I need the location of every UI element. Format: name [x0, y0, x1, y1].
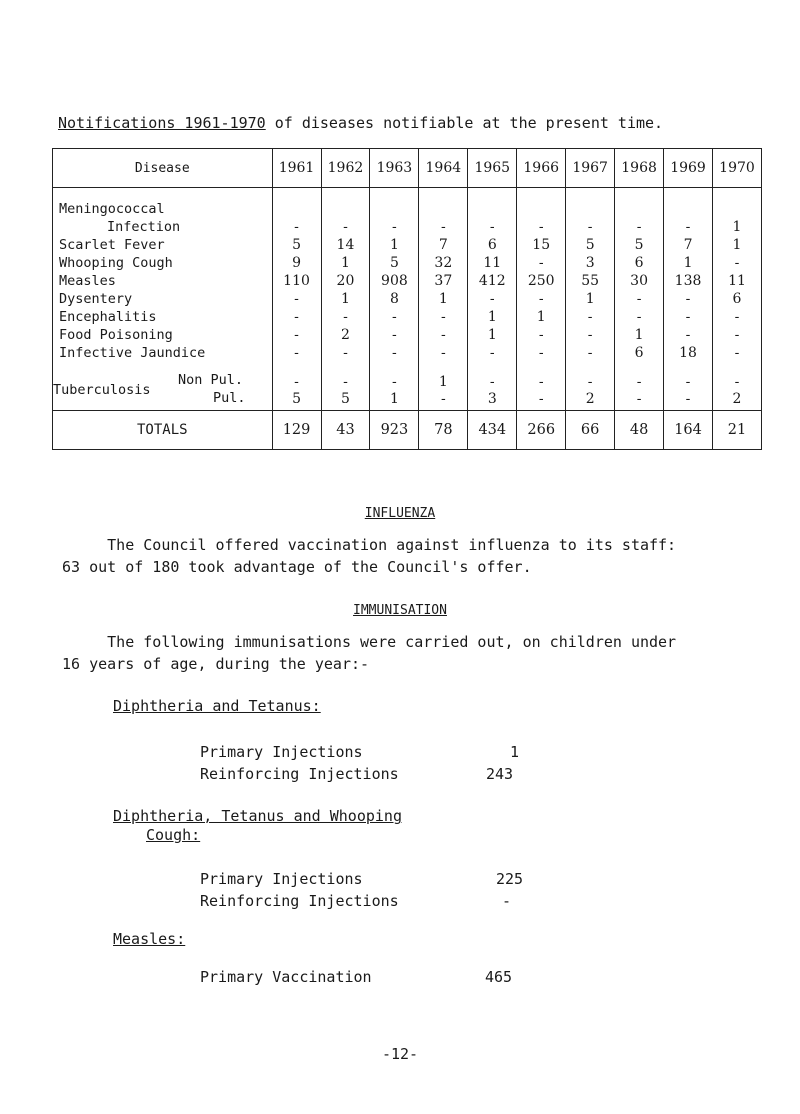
total-value: 21	[713, 411, 762, 450]
cell-value: -	[272, 218, 321, 236]
cell-value: -	[272, 344, 321, 362]
table-row	[53, 254, 762, 272]
cell-value: 1	[370, 236, 419, 254]
cell-value: -	[713, 344, 762, 362]
cell-value: 5	[370, 254, 419, 272]
immunisation-item-value: 243	[486, 765, 514, 783]
disease-name: Infective Jaundice	[53, 344, 273, 362]
table-row	[53, 344, 762, 362]
tuberculosis-label-cell	[53, 374, 273, 411]
cell-value: 1	[713, 236, 762, 254]
cell-value: -	[664, 326, 713, 344]
empty-cell	[272, 362, 321, 374]
cell-value: -	[272, 290, 321, 308]
totals-label: TOTALS	[53, 411, 273, 450]
total-value: 78	[419, 411, 468, 450]
cell-value: -	[615, 218, 664, 236]
immunisation-item-label: Primary Injections	[200, 743, 363, 761]
cell-value: -	[321, 374, 370, 391]
empty-cell	[419, 362, 468, 374]
disease-name: Food Poisoning	[53, 326, 273, 344]
cell-value: -	[321, 344, 370, 362]
cell-value: 6	[615, 344, 664, 362]
empty-cell	[468, 200, 517, 218]
cell-value: -	[370, 374, 419, 391]
cell-value: -	[664, 391, 713, 411]
disease-name: Meningococcal	[53, 200, 273, 218]
cell-value: 3	[468, 391, 517, 411]
total-value: 48	[615, 411, 664, 450]
cell-value: -	[419, 391, 468, 411]
empty-cell	[664, 200, 713, 218]
immunisation-title: IMMUNISATION	[353, 603, 447, 618]
cell-value: 8	[370, 290, 419, 308]
totals-row	[53, 411, 762, 450]
disease-name: Encephalitis	[53, 308, 273, 326]
cell-value: 9	[272, 254, 321, 272]
cell-value: 2	[321, 326, 370, 344]
cell-value: 1	[468, 326, 517, 344]
cell-value: 1	[468, 308, 517, 326]
cell-value: 1	[419, 374, 468, 391]
cell-value: -	[664, 218, 713, 236]
immunisation-item-value: 465	[485, 968, 513, 986]
cell-value: -	[566, 218, 615, 236]
disease-name: Scarlet Fever	[53, 236, 273, 254]
empty-cell	[370, 362, 419, 374]
table-row	[53, 236, 762, 254]
cell-value: 11	[713, 272, 762, 290]
cell-value: 55	[566, 272, 615, 290]
total-value: 43	[321, 411, 370, 450]
cell-value: 6	[615, 254, 664, 272]
cell-value: -	[517, 326, 566, 344]
year-header: 1967	[566, 149, 615, 188]
cell-value: 7	[419, 236, 468, 254]
cell-value: -	[517, 374, 566, 391]
empty-cell	[664, 362, 713, 374]
empty-cell	[566, 362, 615, 374]
table-row	[53, 308, 762, 326]
cell-value: -	[419, 344, 468, 362]
section-heading: Measles:	[113, 930, 186, 948]
cell-value: 5	[566, 236, 615, 254]
total-value: 923	[370, 411, 419, 450]
cell-value: 14	[321, 236, 370, 254]
cell-value: 2	[713, 391, 762, 411]
immunisation-item-value: 225	[496, 870, 524, 888]
total-value: 129	[272, 411, 321, 450]
heading-underlined: Notifications 1961-1970	[58, 114, 266, 132]
cell-value: -	[615, 308, 664, 326]
cell-value: 1	[321, 290, 370, 308]
cell-value: -	[370, 326, 419, 344]
empty-cell	[321, 200, 370, 218]
cell-value: -	[272, 326, 321, 344]
empty-cell	[468, 362, 517, 374]
cell-value: -	[566, 308, 615, 326]
spacer-row	[53, 188, 762, 201]
disease-name: Dysentery	[53, 290, 273, 308]
cell-value: 5	[321, 391, 370, 411]
cell-value: -	[615, 290, 664, 308]
immunisation-item-value: -	[502, 892, 512, 910]
cell-value: 37	[419, 272, 468, 290]
cell-value: 250	[517, 272, 566, 290]
cell-value: 908	[370, 272, 419, 290]
cell-value: 1	[713, 218, 762, 236]
immunisation-item-label: Reinforcing Injections	[200, 765, 399, 783]
cell-value: 110	[272, 272, 321, 290]
cell-value: -	[713, 308, 762, 326]
cell-value: -	[517, 391, 566, 411]
cell-value: -	[566, 326, 615, 344]
disease-name: Whooping Cough	[53, 254, 273, 272]
cell-value: 20	[321, 272, 370, 290]
cell-value: 15	[517, 236, 566, 254]
empty-cell	[517, 200, 566, 218]
cell-value: -	[321, 308, 370, 326]
page-heading	[58, 114, 663, 132]
empty-cell	[517, 362, 566, 374]
cell-value: 1	[664, 254, 713, 272]
empty-cell	[321, 362, 370, 374]
year-header: 1962	[321, 149, 370, 188]
cell-value: -	[468, 344, 517, 362]
table-row	[53, 326, 762, 344]
immunisation-line-2: 16 years of age, during the year:-	[62, 655, 370, 673]
cell-value: -	[517, 254, 566, 272]
cell-value: 5	[272, 391, 321, 411]
cell-value: 138	[664, 272, 713, 290]
empty-cell	[272, 200, 321, 218]
tuberculosis-sub-pul: Pul.	[213, 390, 246, 406]
header-row	[53, 149, 762, 188]
cell-value: -	[272, 374, 321, 391]
empty-cell	[615, 362, 664, 374]
cell-value: 1	[321, 254, 370, 272]
year-header: 1965	[468, 149, 517, 188]
cell-value: -	[517, 290, 566, 308]
year-header: 1964	[419, 149, 468, 188]
cell-value: 30	[615, 272, 664, 290]
cell-value: -	[664, 374, 713, 391]
influenza-line-1: The Council offered vaccination against influenza to its staff:	[62, 536, 677, 554]
cell-value: 412	[468, 272, 517, 290]
cell-value: -	[272, 308, 321, 326]
tuberculosis-sub-non-pul: Non Pul.	[178, 372, 244, 388]
cell-value: 3	[566, 254, 615, 272]
cell-value: -	[517, 344, 566, 362]
cell-value: 18	[664, 344, 713, 362]
cell-value: -	[370, 308, 419, 326]
influenza-title: INFLUENZA	[364, 506, 436, 521]
year-header: 1961	[272, 149, 321, 188]
cell-value: 6	[468, 236, 517, 254]
cell-value: 1	[370, 391, 419, 411]
section-heading: Diphtheria, Tetanus and Whooping	[113, 807, 402, 825]
total-value: 164	[664, 411, 713, 450]
total-value: 66	[566, 411, 615, 450]
spacer-row	[53, 362, 762, 374]
table-row-tuberculosis-non-pul	[53, 374, 762, 391]
disease-name: Infection	[53, 218, 273, 236]
empty-cell	[370, 200, 419, 218]
cell-value: -	[419, 326, 468, 344]
cell-value: -	[370, 218, 419, 236]
empty-cell	[615, 200, 664, 218]
page-number: -12-	[381, 1045, 419, 1063]
table-row	[53, 218, 762, 236]
cell-value: 1	[419, 290, 468, 308]
immunisation-item-label: Primary Injections	[200, 870, 363, 888]
cell-value: 5	[272, 236, 321, 254]
cell-value: -	[713, 254, 762, 272]
cell-value: -	[468, 290, 517, 308]
year-header: 1963	[370, 149, 419, 188]
cell-value: -	[713, 374, 762, 391]
total-value: 434	[468, 411, 517, 450]
cell-value: -	[566, 344, 615, 362]
cell-value: -	[664, 290, 713, 308]
empty-cell	[713, 362, 762, 374]
tuberculosis-name: Tuberculosis	[53, 382, 151, 398]
section-heading: Diphtheria and Tetanus:	[113, 697, 321, 715]
cell-value: 6	[713, 290, 762, 308]
cell-value: -	[615, 391, 664, 411]
cell-value: 1	[517, 308, 566, 326]
immunisation-item-value: 1	[510, 743, 520, 761]
cell-value: -	[566, 374, 615, 391]
cell-value: 1	[566, 290, 615, 308]
cell-value: -	[517, 218, 566, 236]
table-row-label-line	[53, 200, 762, 218]
influenza-line-2: 63 out of 180 took advantage of the Council's offer.	[62, 558, 532, 576]
cell-value: -	[468, 374, 517, 391]
cell-value: -	[615, 374, 664, 391]
cell-value: -	[468, 218, 517, 236]
cell-value: 11	[468, 254, 517, 272]
empty-cell	[566, 200, 615, 218]
immunisation-item-label: Reinforcing Injections	[200, 892, 399, 910]
heading-rest: of diseases notifiable at the present time.	[265, 114, 664, 132]
notifications-table	[52, 148, 762, 450]
cell-value: -	[370, 344, 419, 362]
cell-value: -	[664, 308, 713, 326]
immunisation-line-1: The following immunisations were carried out, on children under	[62, 633, 677, 651]
disease-name: Measles	[53, 272, 273, 290]
cell-value: -	[321, 218, 370, 236]
cell-value: -	[713, 326, 762, 344]
section-heading-line-2: Cough:	[146, 826, 201, 844]
empty-cell	[419, 200, 468, 218]
total-value: 266	[517, 411, 566, 450]
cell-value: 2	[566, 391, 615, 411]
year-header: 1968	[615, 149, 664, 188]
cell-value: 1	[615, 326, 664, 344]
cell-value: 32	[419, 254, 468, 272]
cell-value: 5	[615, 236, 664, 254]
disease-header: Disease	[53, 149, 273, 188]
empty-cell	[713, 200, 762, 218]
cell-value: -	[419, 308, 468, 326]
year-header: 1969	[664, 149, 713, 188]
immunisation-item-label: Primary Vaccination	[200, 968, 372, 986]
cell-value: 7	[664, 236, 713, 254]
year-header: 1970	[713, 149, 762, 188]
cell-value: -	[419, 218, 468, 236]
table-row	[53, 290, 762, 308]
table-row	[53, 272, 762, 290]
year-header: 1966	[517, 149, 566, 188]
